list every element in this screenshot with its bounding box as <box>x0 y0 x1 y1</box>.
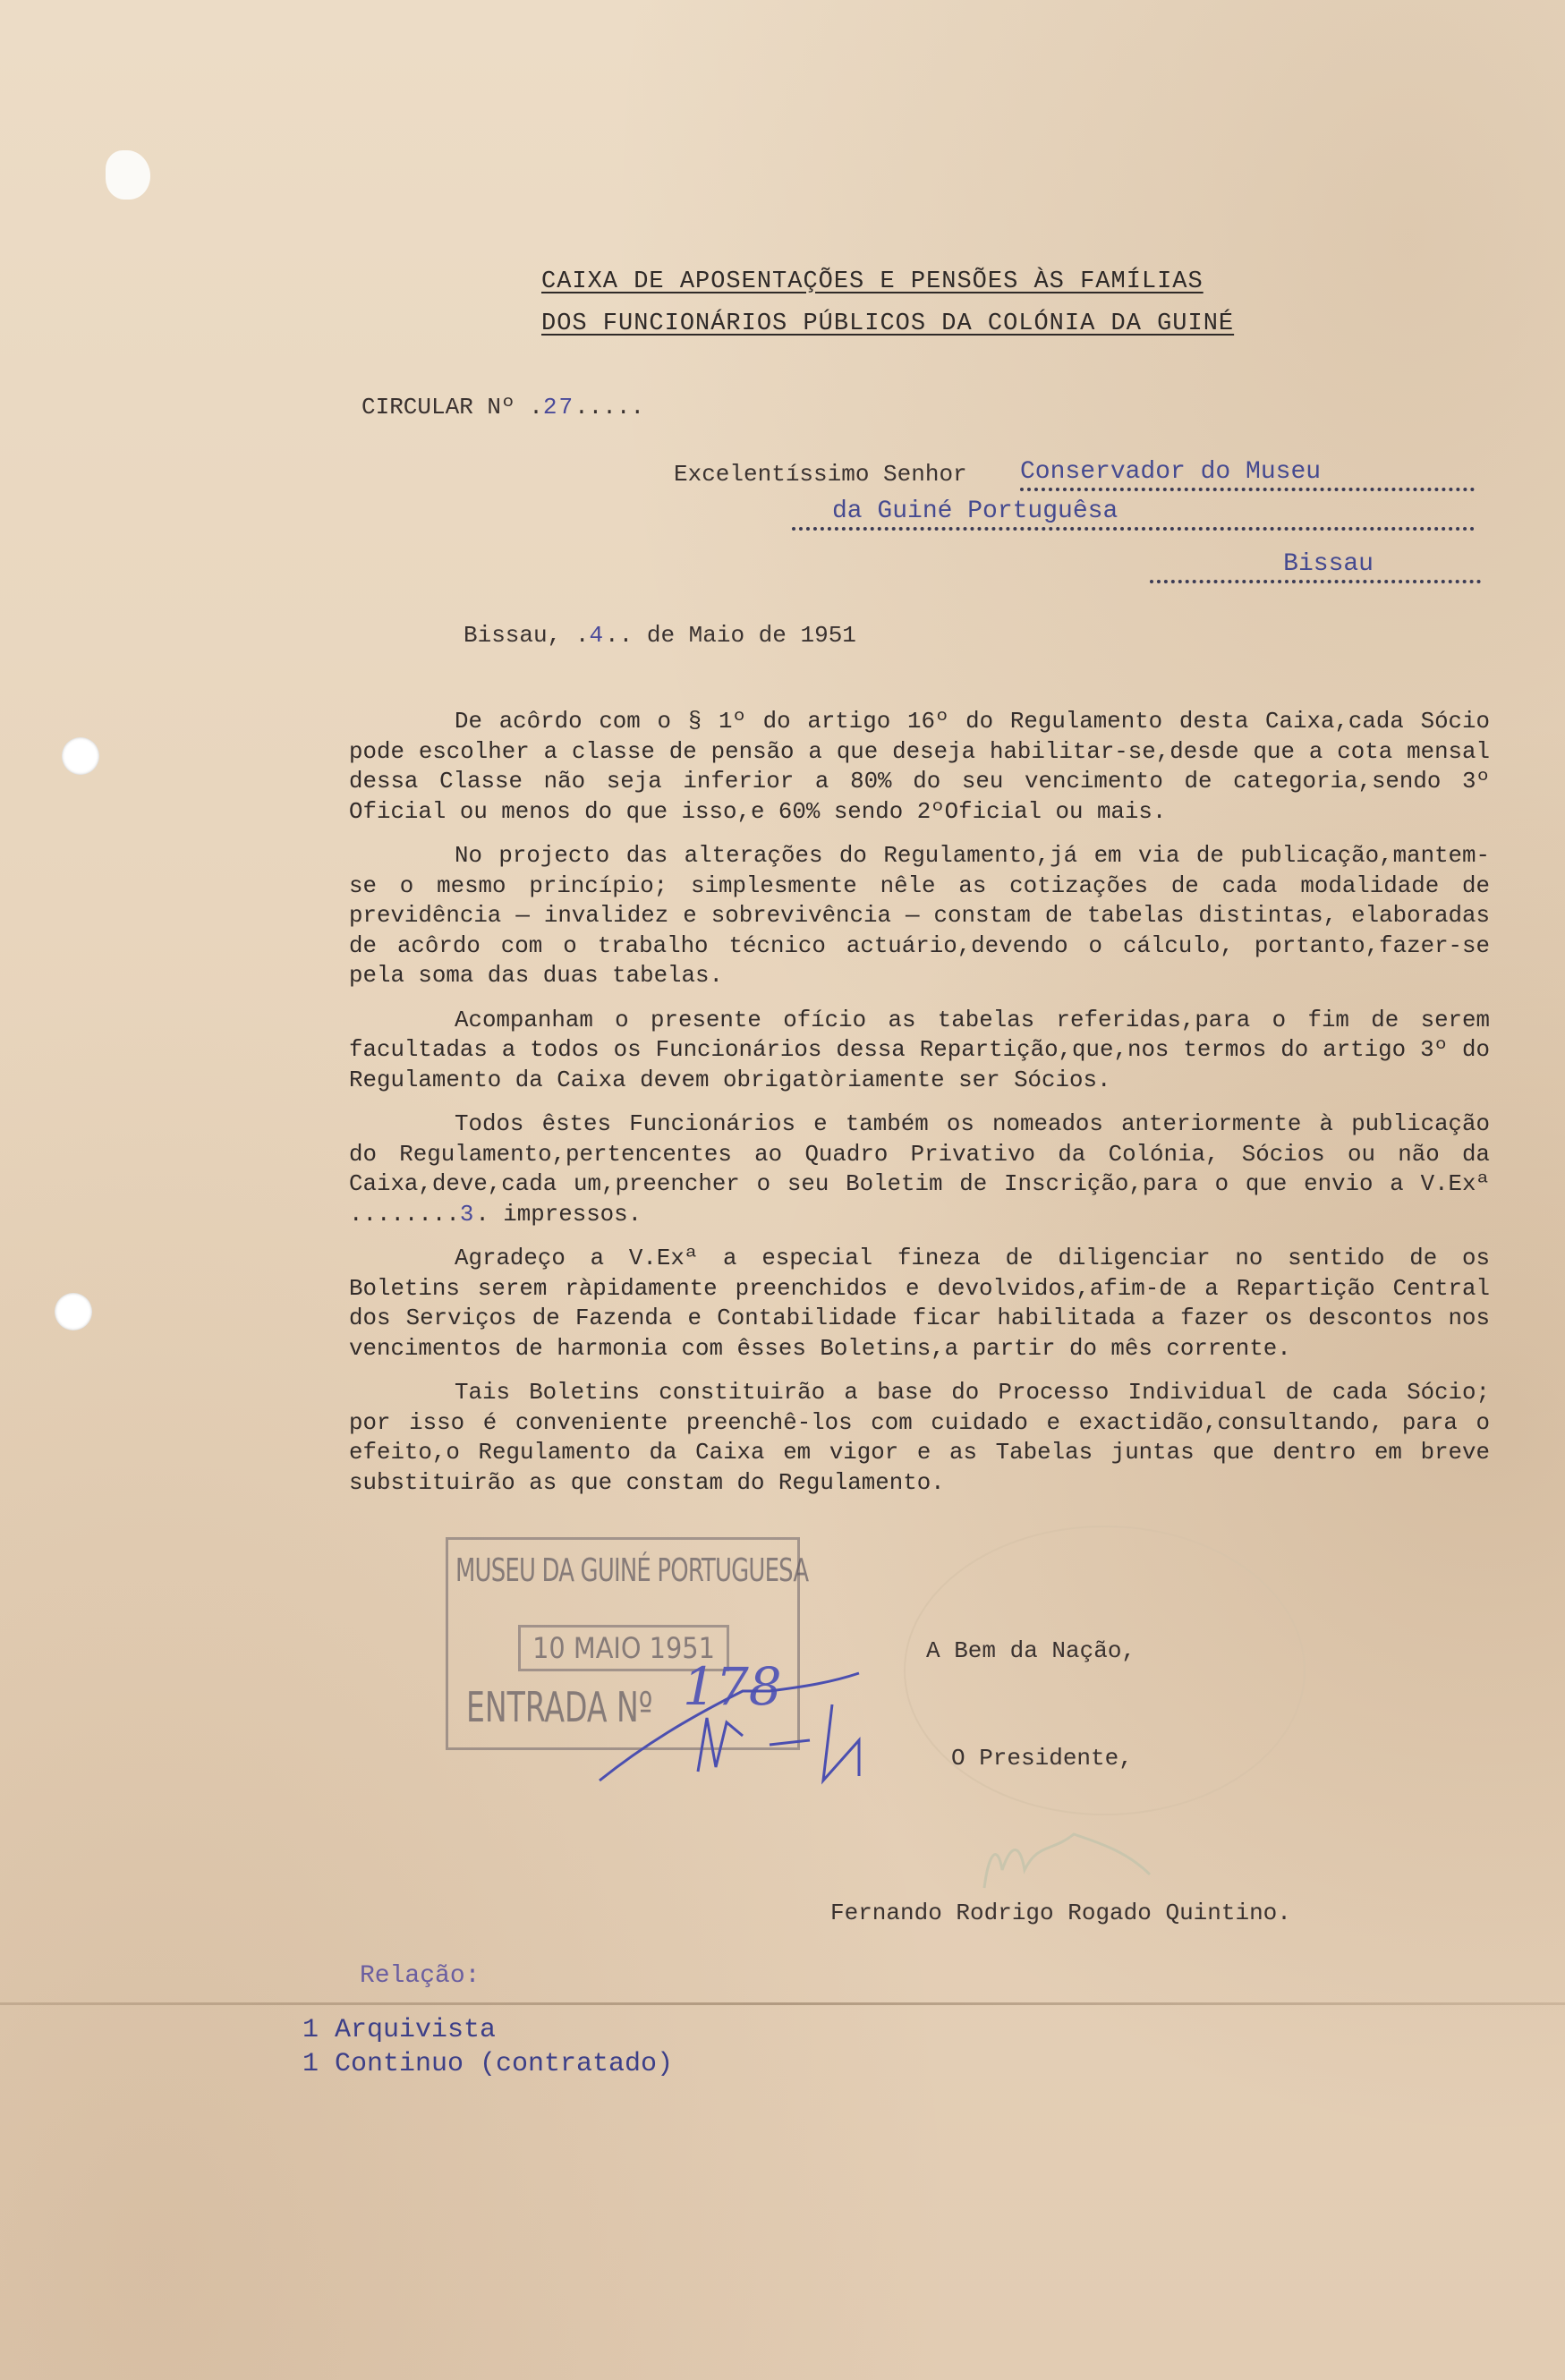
header-line-2: DOS FUNCIONÁRIOS PÚBLICOS DA COLÓNIA DA GUINÉ <box>541 310 1235 337</box>
date-day: 4 <box>589 622 606 649</box>
paragraph-4: Todos êstes Funcionários e também os nomeados anteriormente à publicação do Regulamento,pertencentes ao Quadro Privativo da Colónia, Sócios ou não da Caixa,deve,cada um,preencher o seu Boletim de Inscrição,para o que envio a V.Exª ........3. impressos. <box>349 1111 1490 1228</box>
date-rest: de Maio de 1951 <box>646 622 856 649</box>
stamp-title: MUSEU DA GUINÉ PORTUGUESA <box>455 1552 809 1589</box>
stamp-entry-number: 178 <box>683 1656 782 1717</box>
signatory-title: O Presidente, <box>951 1745 1133 1772</box>
forms-count: 3 <box>459 1201 476 1228</box>
paragraph-5: Agradeço a V.Exª a especial fineza de diligenciar no sentido de os Boletins serem ràpidamente preenchidos e devolvidos,afim-de a Repartição Central dos Serviços de Fazenda e Contabilidade ficar habilitada a fazer os descontos nos vencimentos de harmonia com êsses Boletins,a partir do mês corrente. <box>349 1245 1490 1362</box>
president-signature <box>984 1834 1150 1888</box>
relation-item: 1 Arquivista <box>302 2015 497 2045</box>
stamp-date: 10 MAIO 1951 <box>518 1625 729 1671</box>
paragraph-6: Tais Boletins constituirão a base do Processo Individual de cada Sócio; por isso é conveniente preenchê-los com cuidado e exactidão,consultando, para o efeito,o Regulamento da Caixa em vigor e as Tabelas juntas que dentro em breve substituirão as que constam do Regulamento. <box>349 1380 1490 1496</box>
circular-label: CIRCULAR Nº <box>361 394 515 421</box>
paragraph-1: De acôrdo com o § 1º do artigo 16º do Regulamento desta Caixa,cada Sócio pode escolher a classe de pensão a que deseja habilitar-se,desde que a cota mensal dessa Classe não seja inferior a 80% do seu vencimento de categoria,sendo 3º Oficial ou menos do que isso,e 60% sendo 2ºOficial ou mais. <box>349 709 1490 825</box>
header-line-1: CAIXA DE APOSENTAÇÕES E PENSÕES ÀS FAMÍLIAS <box>541 268 1204 295</box>
paragraph-3: Acompanham o presente ofício as tabelas referidas,para o fim de serem facultadas a todos os Funcionários dessa Repartição,que,nos termos do artigo 3º do Regulamento da Caixa devem obrigatòriamente ser Sócios. <box>349 1007 1490 1093</box>
handwritten-initials <box>600 1673 859 1781</box>
circular-number: CIRCULAR Nº .27..... <box>361 394 645 421</box>
handwritten-scrawl <box>698 1704 859 1781</box>
addressee-line-1: Conservador do Museu <box>1020 458 1475 491</box>
closing-salutation: A Bem da Nação, <box>926 1637 1136 1664</box>
relation-item: 1 Continuo (contratado) <box>302 2049 674 2079</box>
relation-title: Relação: <box>360 1962 481 1990</box>
signatory-name: Fernando Rodrigo Rogado Quintino. <box>830 1900 1291 1926</box>
circular-number-value: 27 <box>542 394 575 421</box>
paragraph-2: No projecto das alterações do Regulamento,já em via de publicação,mantem-se o mesmo princípio; simplesmente nêle as cotizações de cada modalidade de previdência — invalidez e sobrevivência — constam de tabelas distintas, elaboradas de acôrdo com o trabalho técnico actuário,devendo o cálculo, portanto,fazer-se pela soma das duas tabelas. <box>349 843 1490 989</box>
addressee-line-2: da Guiné Portuguêsa <box>792 497 1475 531</box>
addressee-city: Bissau <box>1150 550 1481 583</box>
stamp-entry-label: ENTRADA Nº <box>466 1683 653 1731</box>
addressee-label: Excelentíssimo Senhor <box>674 461 967 488</box>
date-line: Bissau, .4.. de Maio de 1951 <box>464 622 856 649</box>
date-prefix: Bissau, <box>464 622 562 649</box>
